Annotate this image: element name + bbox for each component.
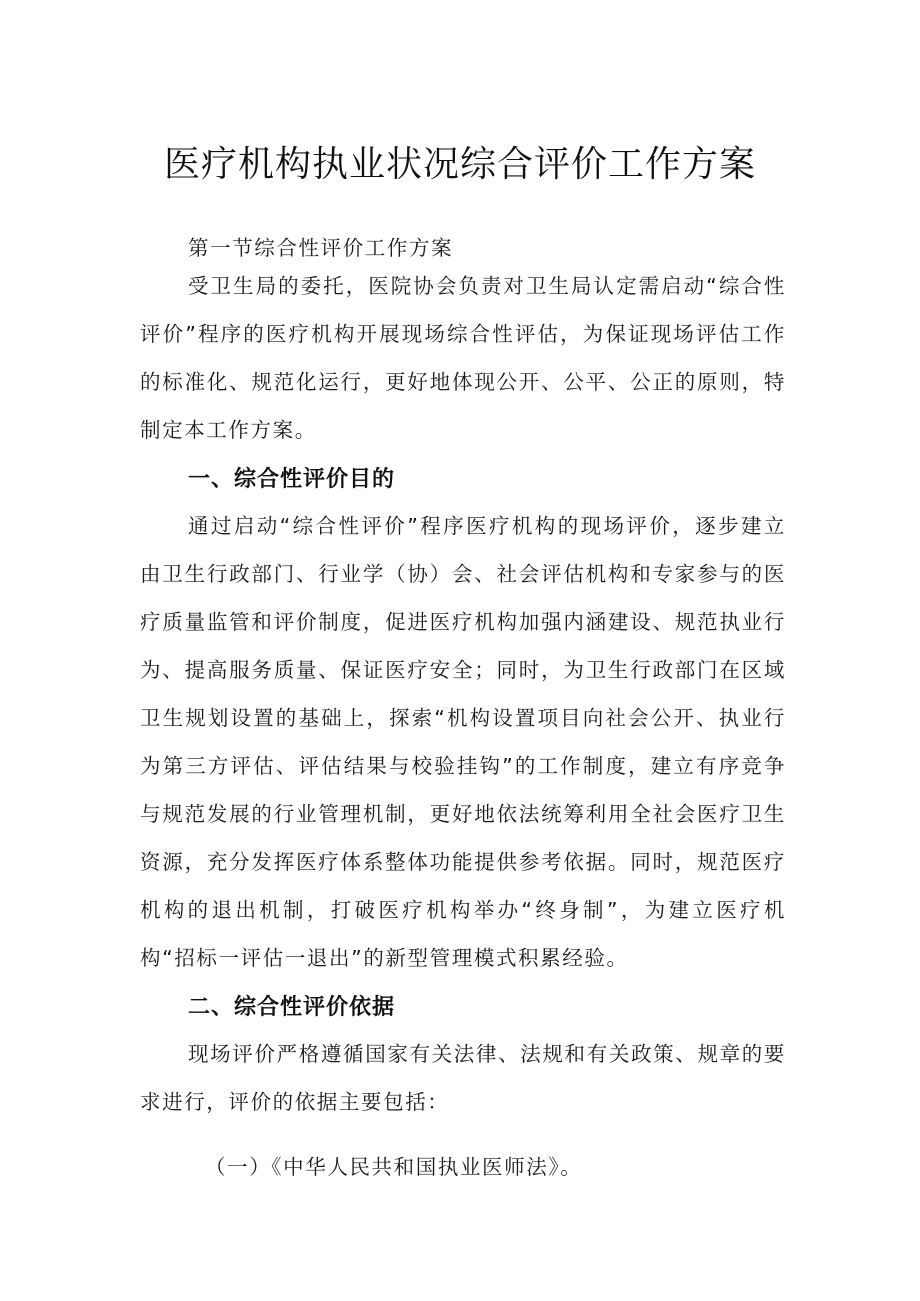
intro-paragraph: 受卫生局的委托，医院协会负责对卫生局认定需启动“综合性评价”程序的医疗机构开展现场综合性评估，为保证现场评估工作的标准化、规范化运行，更好地体现公开、公平、公正的原则，特制定本工作方案。 [140,274,786,442]
section-subtitle: 第一节综合性评价工作方案 [188,236,454,260]
section-2-paragraph: 现场评价严格遵循国家有关法律、法规和有关政策、规章的要求进行，评价的依据主要包括： [140,1042,786,1114]
list-item: （一）《中华人民共和国执业医师法》。 [205,1155,583,1179]
document-title: 医疗机构执业状况综合评价工作方案 [163,144,756,185]
section-2-heading: 二、综合性评价依据 [188,995,396,1020]
section-1-paragraph: 通过启动“综合性评价”程序医疗机构的现场评价，逐步建立由卫生行政部门、行业学（协）会、社会评估机构和专家参与的医疗质量监管和评价制度，促进医疗机构加强内涵建设、规范执业行为、提高服务质量、保证医疗安全；同时，为卫生行政部门在区域卫生规划设置的基础上，探索“机构设置项目向社会公开、执业行为第三方评估、评估结果与校验挂钩”的工作制度，建立有序竞争与规范发展的行业管理机制，更好地依法统筹利用全社会医疗卫生资源，充分发挥医疗体系整体功能提供参考依据。同时，规范医疗机构的退出机制，打破医疗机构举办“终身制”，为建立医疗机构“招标一评估一退出”的新型管理模式积累经验。 [140,514,786,970]
section-1-heading: 一、综合性评价目的 [188,467,396,492]
